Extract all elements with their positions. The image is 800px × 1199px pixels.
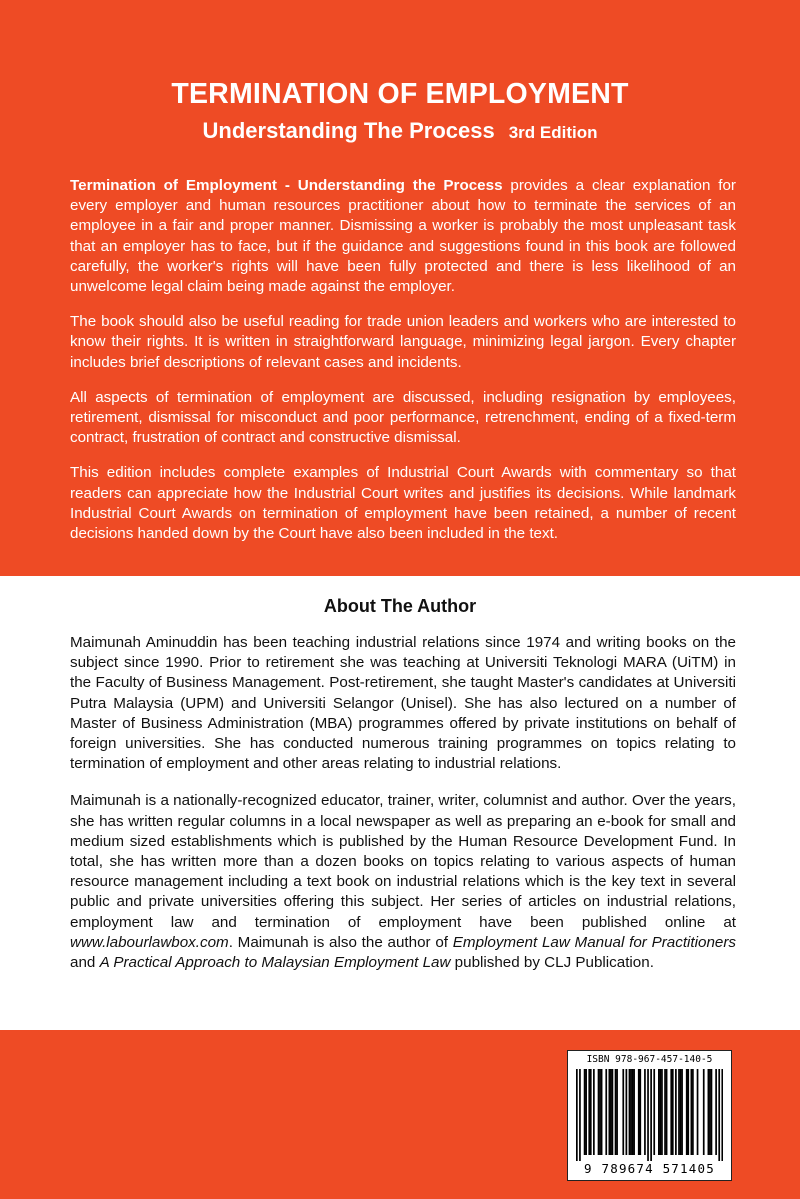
blurb-paragraph-2: The book should also be useful reading for trade union leaders and workers who are interested to know their rights. It is written in straightforward language, minimizing legal jargon. Every chapter includes brief descriptions of relevant cases and incidents. — [70, 313, 736, 371]
barcode-bar — [593, 1069, 595, 1155]
about-author-heading: About The Author — [323, 596, 477, 616]
barcode-bar — [678, 1069, 680, 1155]
book-title: TERMINATION OF EMPLOYMENT — [171, 78, 629, 110]
barcode-bar — [653, 1069, 655, 1155]
barcode-bar — [664, 1069, 666, 1155]
book-blurb — [70, 176, 736, 559]
barcode-bar — [715, 1069, 717, 1155]
barcode-bar — [576, 1069, 578, 1161]
barcode-bar — [672, 1069, 674, 1155]
barcode-bar — [708, 1069, 710, 1155]
barcode-bar — [585, 1069, 587, 1155]
isbn-barcode — [567, 1050, 732, 1181]
barcode-bar — [612, 1069, 614, 1155]
author-paragraph-2 — [70, 791, 736, 973]
barcode-bar — [608, 1069, 610, 1155]
book-subtitle: Understanding The Process — [202, 118, 495, 143]
barcode-bar — [681, 1069, 683, 1155]
barcode-bar — [610, 1069, 612, 1155]
barcode-bar — [675, 1069, 677, 1155]
barcode-bar — [691, 1069, 693, 1155]
barcode-bar — [598, 1069, 600, 1155]
barcode-bar — [584, 1069, 586, 1155]
blurb-paragraph-1 — [70, 176, 736, 297]
barcode-bar — [632, 1069, 634, 1155]
cover-bottom-band — [0, 1030, 800, 1199]
cover-top-band — [0, 0, 800, 576]
barcode-bar — [639, 1069, 641, 1155]
barcode-digits: 9 789674 571405 — [584, 1161, 715, 1176]
barcode-bar — [680, 1069, 682, 1155]
website-link: www.labourlawbox.com — [70, 933, 229, 951]
barcode-bar — [605, 1069, 607, 1155]
barcode-bars — [576, 1069, 723, 1161]
barcode-bar — [697, 1069, 699, 1155]
barcode-bar — [661, 1069, 663, 1155]
barcode-bar — [626, 1069, 628, 1155]
barcode-bar — [630, 1069, 632, 1155]
barcode-bar — [721, 1069, 723, 1161]
barcode-bar — [616, 1069, 618, 1155]
barcode-bar — [670, 1069, 672, 1155]
author-p2-text-c: and — [70, 954, 100, 972]
barcode-bar — [650, 1069, 652, 1161]
blurb-paragraph-3: All aspects of termination of employment are discussed, including resignation by employees, retirement, dismissal for misconduct and poor performance, retrenchment, ending of a fixed-term contract, frustration of contract and constructive dismissal. — [70, 388, 736, 447]
isbn-label: ISBN 978-967-457-140-5 — [586, 1054, 713, 1065]
barcode-bar — [629, 1069, 631, 1155]
barcode-bar — [633, 1069, 635, 1155]
book-subtitle-row — [0, 118, 800, 144]
barcode-bar — [615, 1069, 617, 1155]
barcode-bar — [622, 1069, 624, 1155]
barcode-bar — [644, 1069, 646, 1155]
barcode-bar — [588, 1069, 590, 1155]
barcode-bar — [638, 1069, 640, 1155]
author-p2-text-a: Maimunah is a nationally-recognized educator, trainer, writer, columnist and author. Over the years, she has written regular columns in a local newspaper as well as preparing an e-book for small and medium sized establishments which is published by the Human Resource Development Fund. In total, she has written more than a dozen books on topics relating to various aspects of human resource management including a text book on industrial relations which is the key text in several public and private universities offering this subject. Her series of articles on industrial relations, employment law and termination of employment have been published online at — [70, 792, 736, 931]
barcode-bar — [660, 1069, 662, 1155]
book-title-2: A Practical Approach to Malaysian Employment Law — [99, 954, 451, 972]
author-paragraph-1: Maimunah Aminuddin has been teaching industrial relations since 1974 and writing books on the subject since 1990. Prior to retirement she was teaching at Universiti Teknologi MARA (UiTM) in the Faculty of Business Management. Post-retirement, she taught Master's candidates at Universiti Putra Malaysia (UPM) and Universiti Selangor (Unisel). She has also lectured on a number of Master of Business Administration (MBA) programmes offered by private institutions on behalf of foreign universities. She has conducted numerous training programmes on topics relating to termination of employment and other areas relating to industrial relations. — [70, 634, 736, 773]
blurb-book-name: Termination of Employment - Understanding the Process — [70, 177, 503, 194]
book-title-1: Employment Law Manual for Practitioners — [452, 933, 736, 951]
barcode-bar — [709, 1069, 711, 1155]
author-p2-text-b: . Maimunah is also the author of — [228, 933, 453, 951]
barcode-bar — [658, 1069, 660, 1155]
blurb-p1-text: provides a clear explanation for every employer and human resources practitioner about how to terminate the services of an employee in a fair and proper manner. Dismissing a worker is probably the most unpleasant task that an employer has to face, but if the guidance and suggestions found in this book are followed carefully, the worker's rights will have been fully protected and there is less likelihood of an unwelcome legal claim being made against the employer. — [70, 177, 736, 296]
barcode-bar — [601, 1069, 603, 1155]
barcode-bar — [590, 1069, 592, 1155]
barcode-bar — [599, 1069, 601, 1155]
barcode-bar — [686, 1069, 688, 1155]
about-author-body — [70, 633, 736, 990]
blurb-paragraph-4: This edition includes complete examples of Industrial Court Awards with commentary so that readers can appreciate how the Industrial Court writes and justifies its decisions. While landmark Industrial Court Awards on termination of employment have been retained, a number of recent decisions handed down by the Court have also been included in the text. — [70, 464, 736, 543]
barcode-bar — [711, 1069, 713, 1155]
barcode-bar — [687, 1069, 689, 1155]
barcode-bar — [666, 1069, 668, 1155]
edition-label: 3rd Edition — [508, 123, 598, 142]
barcode-bar — [703, 1069, 705, 1155]
author-p2-text-d: published by CLJ Publication. — [450, 954, 654, 972]
barcode-bar — [647, 1069, 649, 1161]
barcode-bar — [718, 1069, 720, 1161]
barcode-bar — [579, 1069, 581, 1161]
about-author-section — [0, 576, 800, 1030]
barcode-bar — [692, 1069, 694, 1155]
